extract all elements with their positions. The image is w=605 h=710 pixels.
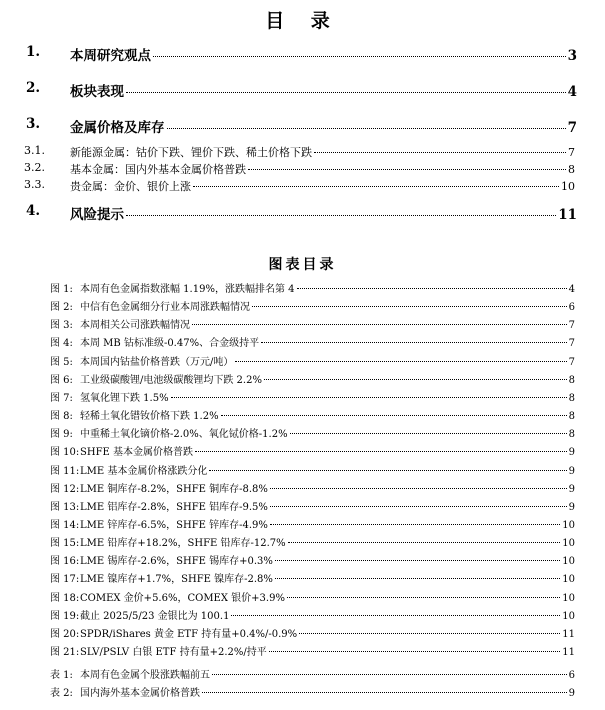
leader-dots: [269, 651, 561, 652]
leader-dots: [270, 506, 567, 507]
toc-number: 4.: [26, 203, 41, 219]
entry-number: 图 4:: [50, 338, 73, 350]
toc-number: 2.: [26, 80, 41, 96]
entry-text: SPDR/iShares 黄金 ETF 持有量+0.4%/-0.9%: [80, 628, 298, 640]
entry-text: 本周有色金属个股涨跌幅前五: [80, 670, 210, 681]
entry-text: 本周有色金属指数涨幅 1.19%，涨跌幅排名第 4: [80, 284, 295, 295]
leader-dots: [270, 524, 560, 525]
leader-dots: [270, 488, 567, 489]
toc-subentry[interactable]: [0, 178, 605, 194]
entry-number: 图 2:: [50, 302, 73, 314]
figure-entry[interactable]: [0, 516, 605, 531]
entry-page: 7: [568, 356, 575, 368]
entry-text: 中重稀土氧化镝价格-2.0%、氧化铽价格-1.2%: [80, 429, 288, 441]
entry-page: 10: [562, 574, 575, 586]
toc-entry[interactable]: [0, 203, 605, 223]
leader-dots: [252, 306, 567, 307]
entry-number: 表 1:: [50, 670, 73, 681]
entry-page: 9: [568, 447, 575, 459]
toc-text: 金属价格及库存: [70, 120, 165, 136]
leader-dots: [288, 542, 561, 543]
entry-text: 中信有色金属细分行业本周涨跌幅情况: [80, 302, 250, 314]
entry-text: LME 镍库存+1.7%，SHFE 镍库存-2.8%: [80, 574, 273, 586]
leader-dots: [314, 152, 566, 153]
entry-text: LME 铝库存-2.8%，SHFE 铝库存-9.5%: [80, 501, 268, 513]
leader-dots: [167, 128, 566, 129]
figure-entry[interactable]: [0, 353, 605, 368]
figures-title: 图表目录: [268, 257, 337, 273]
entry-page: 10: [562, 538, 575, 550]
leader-dots: [126, 215, 556, 216]
figure-entry[interactable]: [0, 534, 605, 549]
leader-dots: [287, 597, 560, 598]
toc-text: 风险提示: [70, 207, 124, 223]
figure-entry[interactable]: [0, 334, 605, 349]
entry-page: 9: [568, 465, 575, 477]
entry-page: 9: [568, 501, 575, 513]
entry-number: 图 9:: [50, 429, 73, 441]
figure-entry[interactable]: [0, 552, 605, 567]
toc-entry[interactable]: [0, 116, 605, 136]
entry-text: 截止 2025/5/23 金银比为 100.1: [80, 610, 230, 622]
toc-entry[interactable]: [0, 80, 605, 100]
entry-text: 轻稀土氧化镨钕价格下跌 1.2%: [80, 411, 219, 423]
entry-page: 4: [568, 284, 575, 295]
entry-number: 图 11:: [50, 465, 80, 477]
entry-page: 10: [562, 592, 575, 604]
entry-text: LME 锡库存-2.6%，SHFE 锡库存+0.3%: [80, 556, 273, 568]
entry-text: SHFE 基本金属价格普跌: [80, 447, 193, 459]
entry-page: 7: [568, 338, 575, 350]
figure-entry[interactable]: [0, 480, 605, 495]
leader-dots: [261, 342, 567, 343]
entry-page: 11: [562, 647, 575, 658]
toc-text: 板块表现: [70, 84, 124, 100]
page-title: 目 录: [265, 10, 340, 32]
toc-page: 3: [567, 48, 577, 64]
toc-page: 7: [568, 146, 575, 159]
leader-dots: [290, 433, 567, 434]
leader-dots: [275, 578, 560, 579]
leader-dots: [275, 560, 560, 561]
entry-number: 图 15:: [50, 538, 80, 550]
entry-text: LME 铜库存-8.2%，SHFE 铜库存-8.8%: [80, 483, 268, 495]
entry-text: 本周 MB 钴标准级-0.47%、合金级持平: [80, 338, 260, 350]
entry-page: 11: [562, 628, 575, 640]
entry-number: 图 17:: [50, 574, 80, 586]
entry-text: LME 铅库存+18.2%，SHFE 铅库存-12.7%: [80, 538, 286, 550]
entry-number: 图 13:: [50, 501, 80, 513]
toc-entry[interactable]: [0, 44, 605, 64]
entry-text: 国内海外基本金属价格普跌: [80, 688, 200, 699]
entry-number: 图 20:: [50, 628, 80, 640]
leader-dots: [297, 288, 567, 289]
leader-dots: [153, 56, 566, 57]
entry-page: 10: [562, 610, 575, 622]
entry-page: 10: [562, 519, 575, 531]
figure-entry[interactable]: [0, 443, 605, 458]
table-entry[interactable]: [0, 684, 605, 699]
entry-number: 图 18:: [50, 592, 80, 604]
entry-number: 图 5:: [50, 356, 73, 368]
toc-number: 1.: [26, 44, 41, 60]
figure-entry[interactable]: [0, 462, 605, 477]
entry-text: LME 锌库存-6.5%，SHFE 锌库存-4.9%: [80, 519, 268, 531]
toc-text: 本周研究观点: [70, 48, 151, 64]
leader-dots: [209, 470, 566, 471]
entry-number: 图 12:: [50, 483, 80, 495]
figure-entry[interactable]: [0, 425, 605, 440]
entry-text: 氢氧化锂下跌 1.5%: [80, 392, 169, 404]
toc-number: 3.3.: [24, 178, 45, 191]
toc-subentry[interactable]: [0, 161, 605, 177]
leader-dots: [126, 92, 566, 93]
leader-dots: [202, 692, 567, 693]
figure-entry[interactable]: [0, 589, 605, 604]
toc-text: 新能源金属：钴价下跌、锂价下跌、稀土价格下跌: [70, 146, 312, 159]
entry-number: 图 3:: [50, 320, 73, 332]
figure-entry[interactable]: [0, 498, 605, 513]
figure-entry[interactable]: [0, 625, 605, 640]
entry-page: 10: [562, 556, 575, 568]
entry-number: 图 19:: [50, 610, 80, 622]
leader-dots: [248, 169, 566, 170]
figure-entry[interactable]: [0, 389, 605, 404]
entry-number: 图 16:: [50, 556, 80, 568]
entry-page: 8: [568, 429, 575, 441]
entry-text: 本周相关公司涨跌幅情况: [80, 320, 190, 332]
toc-text: 基本金属：国内外基本金属价格普跌: [70, 163, 246, 176]
entry-number: 图 21:: [50, 647, 80, 658]
figure-entry[interactable]: [0, 280, 605, 295]
leader-dots: [299, 633, 560, 634]
entry-page: 6: [568, 302, 575, 314]
leader-dots: [264, 379, 567, 380]
entry-number: 表 2:: [50, 688, 73, 699]
leader-dots: [212, 674, 567, 675]
entry-text: LME 基本金属价格涨跌分化: [80, 465, 208, 477]
toc-page: 10: [561, 180, 575, 193]
table-entry[interactable]: [0, 666, 605, 681]
entry-page: 8: [568, 392, 575, 404]
leader-dots: [195, 451, 567, 452]
leader-dots: [235, 361, 566, 362]
figure-entry[interactable]: [0, 298, 605, 313]
toc-text: 贵金属：金价、银价上涨: [70, 180, 191, 193]
entry-page: 9: [568, 483, 575, 495]
entry-text: SLV/PSLV 白银 ETF 持有量+2.2%/持平: [80, 647, 267, 658]
entry-page: 7: [568, 320, 575, 332]
figure-entry[interactable]: [0, 570, 605, 585]
entry-number: 图 6:: [50, 374, 73, 386]
leader-dots: [193, 186, 559, 187]
entry-number: 图 1:: [50, 284, 73, 295]
figure-entry[interactable]: [0, 316, 605, 331]
leader-dots: [231, 615, 560, 616]
toc-page: 11: [558, 207, 577, 223]
entry-number: 图 8:: [50, 411, 73, 423]
entry-page: 9: [568, 688, 575, 699]
leader-dots: [192, 324, 567, 325]
entry-page: 8: [568, 374, 575, 386]
entry-text: 本周国内钴盐价格普跌（万元/吨）: [80, 356, 234, 368]
toc-number: 3.: [26, 116, 41, 132]
entry-text: COMEX 金价+5.6%，COMEX 银价+3.9%: [80, 592, 285, 604]
figure-entry[interactable]: [0, 407, 605, 422]
toc-subentry[interactable]: [0, 144, 605, 160]
entry-text: 工业级碳酸锂/电池级碳酸锂均下跌 2.2%: [80, 374, 262, 386]
entry-number: 图 10:: [50, 447, 80, 459]
figure-entry[interactable]: [0, 607, 605, 622]
entry-page: 6: [568, 670, 575, 681]
toc-page: 7: [567, 120, 577, 136]
entry-number: 图 14:: [50, 519, 80, 531]
figure-entry[interactable]: [0, 643, 605, 658]
leader-dots: [171, 397, 567, 398]
leader-dots: [221, 415, 567, 416]
toc-page: 4: [567, 84, 577, 100]
toc-page: 8: [568, 163, 575, 176]
entry-number: 图 7:: [50, 392, 73, 404]
entry-page: 8: [568, 411, 575, 423]
figure-entry[interactable]: [0, 371, 605, 386]
toc-number: 3.1.: [24, 144, 45, 157]
toc-number: 3.2.: [24, 161, 45, 174]
